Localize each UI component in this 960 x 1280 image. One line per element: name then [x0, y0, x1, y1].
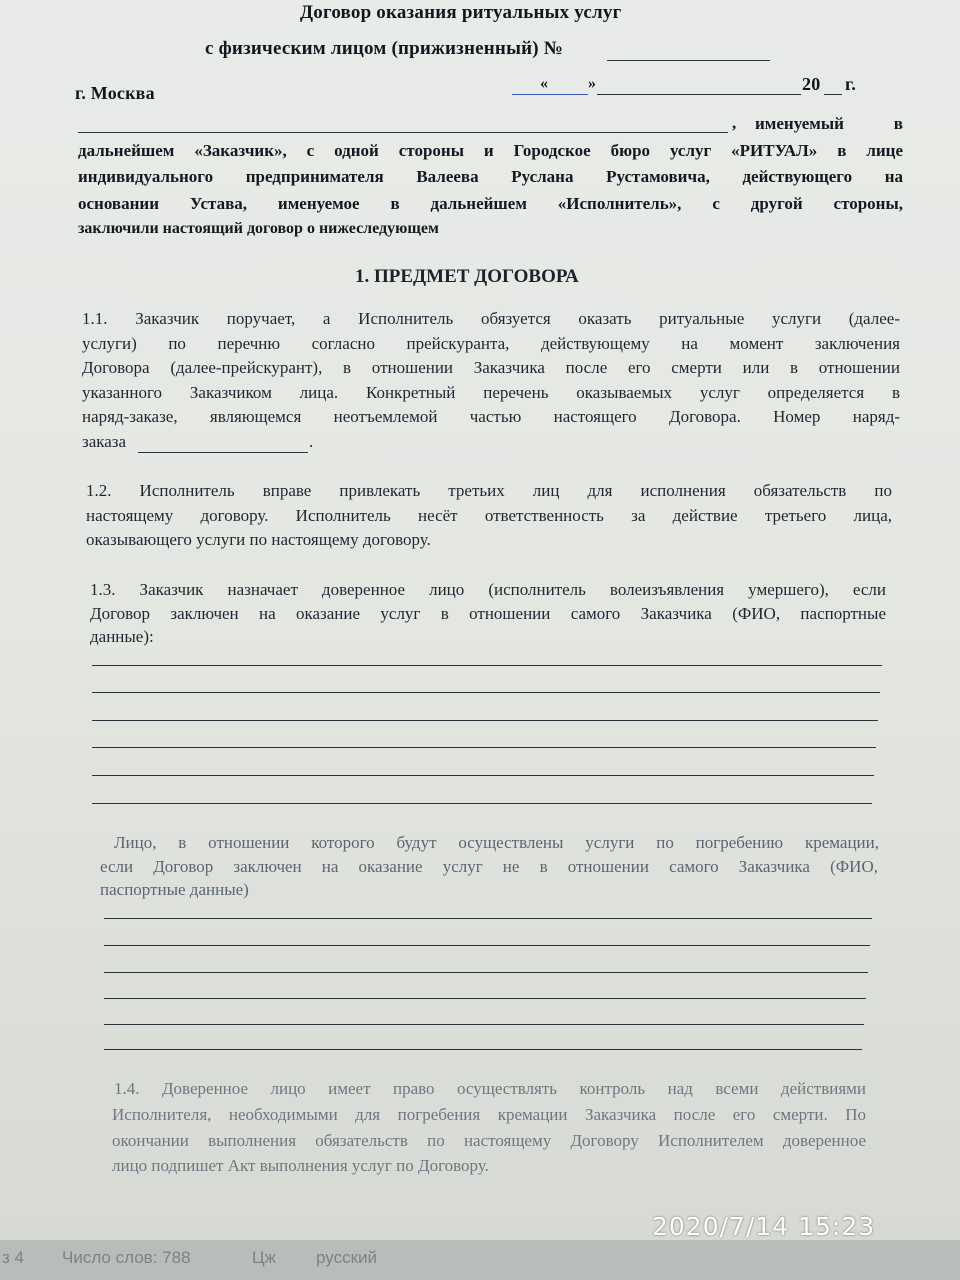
- p13b-line-1: если Договор заключен на оказание услуг не в отношении самого Заказчика (ФИО,: [100, 857, 878, 876]
- date-month-blank[interactable]: [597, 94, 801, 95]
- intro-line-2: индивидуального предпринимателя Валеева Руслана Рустамовича, действующего на: [78, 167, 903, 186]
- subject-blank-6[interactable]: [104, 1049, 862, 1050]
- trustee-blank-1[interactable]: [92, 665, 882, 666]
- subject-blank-3[interactable]: [104, 972, 868, 973]
- doc-title: Договор оказания ритуальных услуг: [300, 2, 622, 23]
- date-open-quote: «: [540, 75, 549, 92]
- p14-line-2: окончании выполнения обязательств по настоящему Договору Исполнителем доверенное: [112, 1131, 866, 1150]
- p12-line-2: оказывающего услуги по настоящему договору.: [86, 530, 431, 549]
- intro-comma: ,: [732, 113, 737, 132]
- subject-blank-5[interactable]: [104, 1024, 864, 1025]
- date-close-quote: »: [588, 75, 597, 92]
- status-word-count[interactable]: Число слов: 788: [62, 1248, 191, 1267]
- section-1-title: 1. ПРЕДМЕТ ДОГОВОРА: [355, 266, 579, 287]
- trustee-blank-3[interactable]: [92, 720, 878, 721]
- city: г. Москва: [75, 83, 155, 103]
- subject-blank-4[interactable]: [104, 998, 866, 999]
- subject-blank-1[interactable]: [104, 918, 872, 919]
- subject-blank-2[interactable]: [104, 945, 870, 946]
- doc-subtitle: с физическим лицом (прижизненный) №: [205, 38, 564, 59]
- status-page-fragment[interactable]: з 4: [2, 1248, 24, 1267]
- trustee-blank-6[interactable]: [92, 803, 872, 804]
- p13b-line-0: Лицо, в отношении которого будут осуществлены услуги по погребению кремации,: [114, 833, 879, 852]
- p11-line-1: услуги) по перечню согласно прейскуранта, действующему на момент заключения: [82, 334, 900, 353]
- intro-line-3: основании Устава, именуемое в дальнейшем «Исполнитель», с другой стороны,: [78, 194, 903, 213]
- status-bar: [0, 1240, 960, 1280]
- trustee-blank-4[interactable]: [92, 747, 876, 748]
- p11-line-4: наряд-заказе, являющемся неотъемлемой частью настоящего Договора. Номер наряд-: [82, 407, 900, 426]
- p12-line-0: 1.2. Исполнитель вправе привлекать третьих лиц для исполнения обязательств по: [86, 481, 892, 500]
- date-year-suffix: г.: [845, 74, 857, 94]
- contract-number-blank[interactable]: [607, 60, 770, 61]
- order-number-blank[interactable]: [138, 452, 308, 453]
- p13b-line-2: паспортные данные): [100, 880, 249, 899]
- trustee-blank-2[interactable]: [92, 692, 880, 693]
- date-year-blank[interactable]: [824, 94, 842, 95]
- p14-line-3: лицо подпишет Акт выполнения услуг по Договору.: [112, 1156, 489, 1175]
- date-year-prefix: 20: [802, 74, 821, 94]
- p13-line-0: 1.3. Заказчик назначает доверенное лицо (исполнитель волеизъявления умершего), если: [90, 580, 886, 599]
- p11-end: .: [309, 432, 314, 451]
- p14-line-1: Исполнителя, необходимыми для погребения кремации Заказчика после его смерти. По: [112, 1105, 866, 1124]
- p13-line-2: данные):: [90, 627, 154, 646]
- photo-timestamp: 2020/7/14 15:23: [652, 1212, 876, 1241]
- p14-line-0: 1.4. Доверенное лицо имеет право осуществлять контроль над всеми действиями: [114, 1079, 866, 1098]
- trustee-blank-5[interactable]: [92, 775, 874, 776]
- proofing-icon[interactable]: Цж: [252, 1248, 276, 1267]
- p11-line-2: Договора (далее-прейскурант), в отношении Заказчика после его смерти или в отношении: [82, 358, 900, 377]
- customer-name-blank[interactable]: [78, 132, 728, 133]
- status-language[interactable]: русский: [316, 1248, 378, 1267]
- p13-line-1: Договор заключен на оказание услуг в отношении самого Заказчика (ФИО, паспортные: [90, 604, 886, 623]
- p11-line-0: 1.1. Заказчик поручает, а Исполнитель обязуется оказать ритуальные услуги (далее-: [82, 309, 900, 328]
- date-day-blank[interactable]: [512, 94, 588, 95]
- p11-line-5: заказа: [82, 432, 127, 451]
- p12-line-1: настоящему договору. Исполнитель несёт ответственность за действие третьего лица,: [86, 506, 892, 525]
- intro-line-0: именуемый в: [755, 114, 903, 133]
- intro-line-1: дальнейшем «Заказчик», с одной стороны и Городское бюро услуг «РИТУАЛ» в лице: [78, 141, 903, 160]
- intro-line-4: заключили настоящий договор о нижеследующем: [78, 220, 439, 237]
- p11-line-3: указанного Заказчиком лица. Конкретный перечень оказываемых услуг определяется в: [82, 383, 900, 402]
